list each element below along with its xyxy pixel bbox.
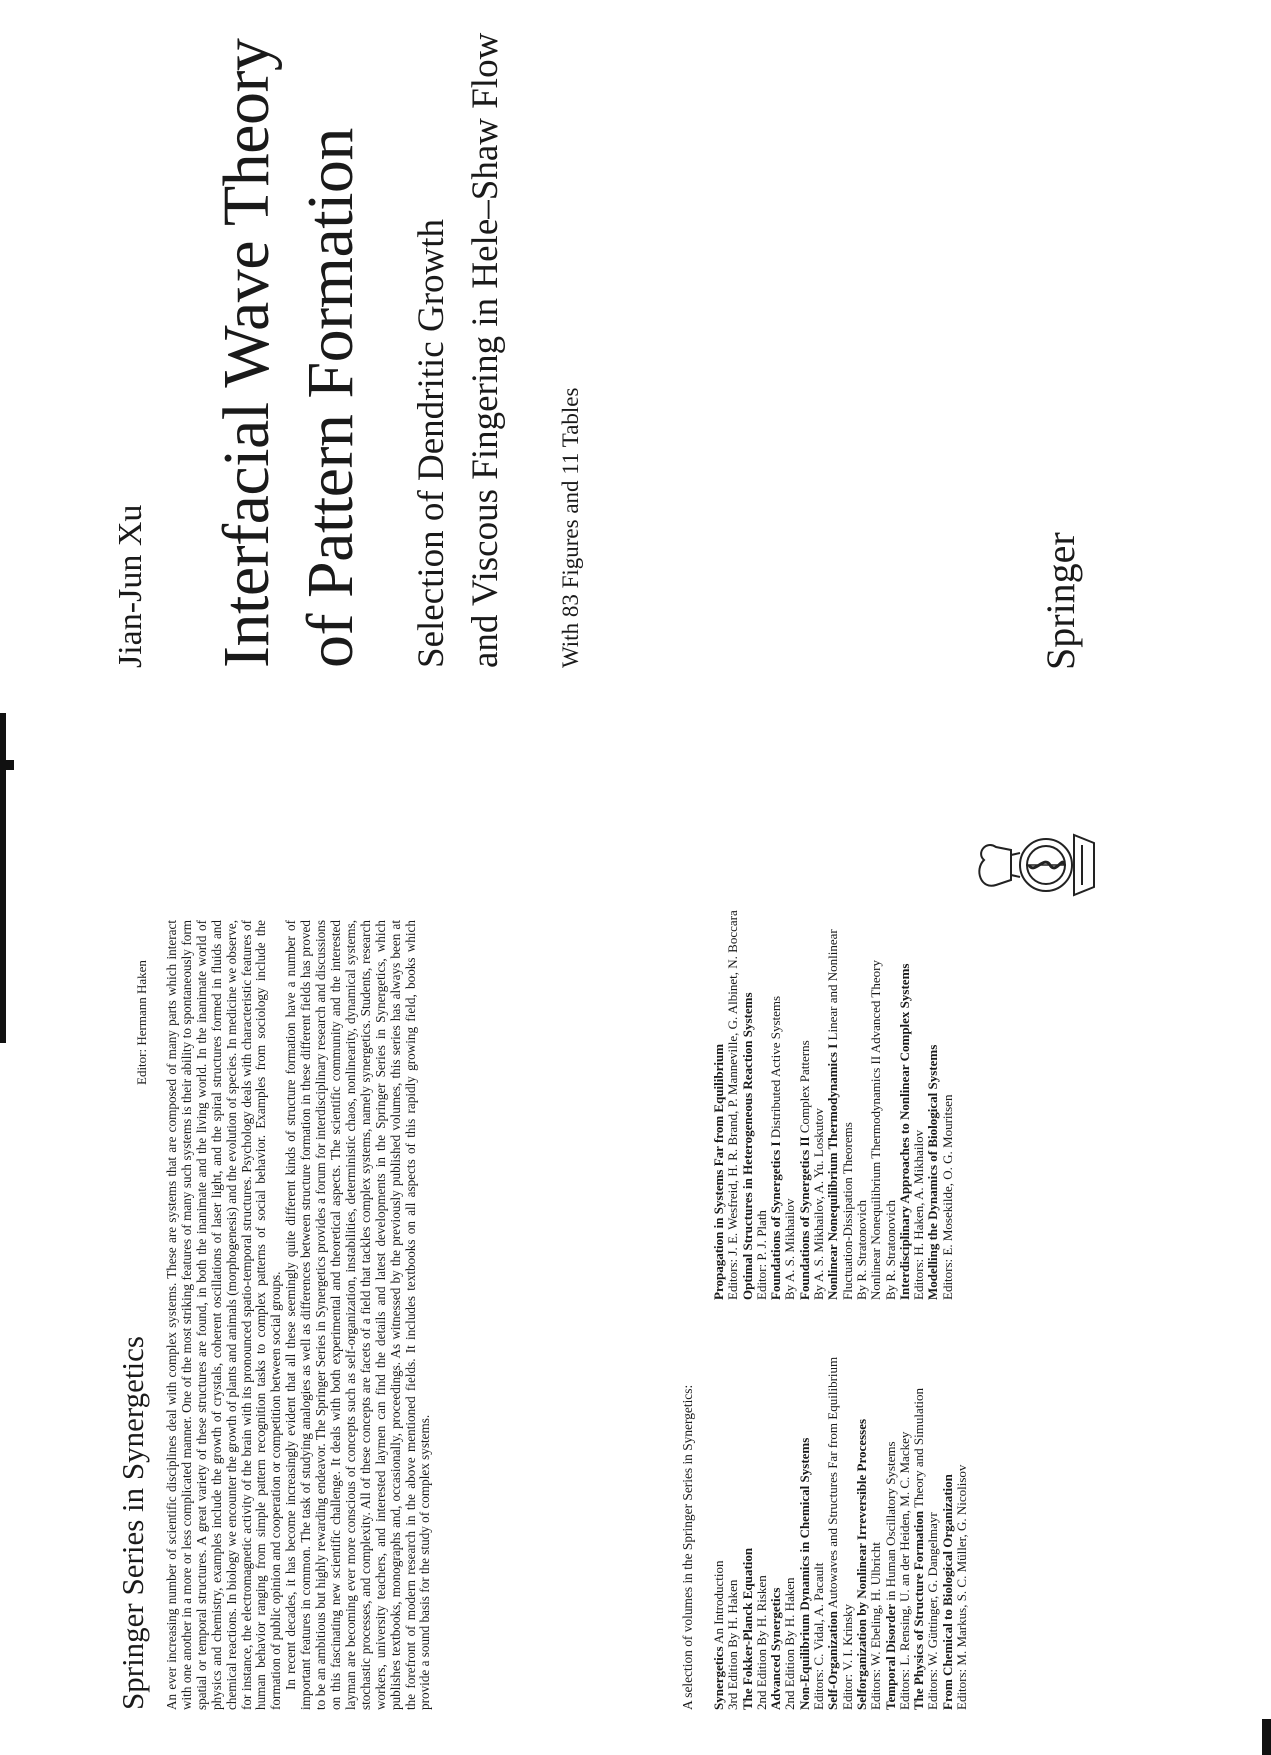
volume-title: Synergetics	[711, 1646, 726, 1710]
volume-entry	[941, 1315, 970, 1710]
volume-entry	[884, 1315, 913, 1710]
volume-title: Temporal Disorder	[882, 1603, 898, 1710]
volume-entry	[712, 1315, 741, 1710]
volume-entry	[741, 905, 770, 1300]
series-title: Springer Series in Synergetics	[115, 1336, 150, 1710]
book-subtitle-line: and Viscous Fingering in Hele–Shaw Flow	[465, 32, 506, 668]
springer-knight-logo-icon	[966, 815, 1112, 915]
volume-editors: Editors: L. Rensing, U. an der Heiden, M. C. Mackey	[896, 1431, 912, 1710]
series-introduction	[165, 920, 433, 1710]
volume-selection-label: A selection of volumes in the Springer Series in Synergetics:	[680, 1384, 695, 1710]
volume-editors: Editors: W. Ebeling, H. Ulbricht	[868, 1542, 884, 1710]
volume-entry	[912, 1315, 941, 1710]
book-title-line: of Pattern Formation	[294, 128, 367, 668]
volume-entry	[898, 905, 927, 1300]
volume-entry	[712, 905, 741, 1300]
book-title	[205, 39, 373, 668]
volume-entry	[769, 905, 798, 1300]
volume-entry	[798, 1315, 827, 1710]
scan-binding-notch	[0, 760, 14, 770]
book-subtitle-line: Selection of Dendritic Growth	[411, 218, 452, 668]
volume-title: Selforganization by Nonlinear Irreversible Processes	[853, 1418, 869, 1710]
volume-editors: Editors: E. Mosekilde, O. G. Mouritsen	[939, 1094, 955, 1300]
volume-title: Non-Equilibrium Dynamics in Chemical Systems	[796, 1437, 812, 1710]
volume-title: The Physics of Structure Formation	[911, 1510, 927, 1710]
intro-paragraph: An ever increasing number of scientific disciplines deal with complex systems. These are systems that are composed of many parts which interact with one another in a more or less complicated manner. One of the most striking features of many such systems is their ability to spontaneously form spatial or temporal structures. A great variety of these structures are found, in both the inanimate and the living world. In the inanimate world of physics and chemistry, examples include the growth of crystals, coherent oscillations of laser light, and the spiral structures formed in fluids and chemical reactions. In biology we encounter the growth of plants and animals (morphogenesis) and the evolution of species. In medicine we observe, for instance, the electromagnetic activity of the brain with its pronounced spatio-temporal structures. Psychology deals with characteristic features of human behavior ranging from simple pattern recognition tasks to complex patterns of social behavior. Examples from sociology include the formation of public opinion and cooperation or competition between social groups.	[164, 920, 284, 1710]
volume-entry	[855, 1315, 884, 1710]
author-name: Jian-Jun Xu	[112, 504, 149, 668]
volume-entry	[769, 1315, 798, 1710]
volume-editors: Editors: C. Vidal, A. Pacault	[811, 1562, 827, 1710]
volume-editors: Editor: P. J. Plath	[753, 1210, 769, 1300]
publisher-name: Springer	[1038, 532, 1083, 670]
volume-subtitle: Distributed Active Systems	[768, 995, 784, 1142]
volume-title: Foundations of Synergetics II	[796, 1136, 812, 1300]
volume-editors: By A. S. Mikhailov, A. Yu. Loskutov	[811, 1108, 827, 1300]
volume-editors: Editors: H. Haken, A. Mikhailov	[911, 1129, 927, 1300]
volume-editors: Editor: V. I. Krinsky	[839, 1603, 855, 1710]
volume-title: Propagation in Systems Far from Equilibrium	[711, 1043, 726, 1300]
series-page	[0, 890, 1271, 1710]
volume-title: The Fokker-Planck Equation	[739, 1547, 755, 1710]
intro-paragraph: In recent decades, it has become increasingly evident that all these seemingly quite different kinds of structure formation have a number of important features in common. The task of studying analogies as well as differences between structure formation in these different fields has proved to be an ambitious but highly rewarding endeavor. The Springer Series in Synergetics provides a forum for interdisciplinary research and discussions on this fascinating new scientific challenge. It deals with both experimental and theoretical aspects. The scientific community and the interested layman are becoming ever more conscious of concepts such as self-organization, instabilities, deterministic chaos, nonlinearity, dynamical systems, stochastic processes, and complexity. All of these concepts are facets of a field that tackles complex systems, namely synergetics. Students, research workers, university teachers, and interested laymen can find the details and latest developments in the Springer Series in Synergetics, which publishes textbooks, monographs and, occasionally, proceedings. As witnessed by the previously published volumes, this series has always been at the forefront of modern research in the above mentioned fields. It includes textbooks on all aspects of this rapidly growing field, books which provide a sound basis for the study of complex systems.	[283, 920, 433, 1710]
volume-entry	[826, 905, 869, 1300]
volume-entry	[869, 905, 898, 1300]
volume-list-right	[712, 905, 955, 1300]
scan-edge-mark	[1262, 1719, 1271, 1755]
volume-editors: By R. Stratonovich	[853, 1199, 869, 1300]
series-editor: Editor: Hermann Haken	[134, 960, 149, 1085]
volume-entry	[926, 905, 955, 1300]
volume-subtitle: Autowaves and Structures Far from Equilibrium	[825, 1356, 841, 1612]
volume-editors: 3rd Edition By H. Haken	[725, 1579, 741, 1710]
volume-editors: By R. Stratonovich	[882, 1199, 898, 1300]
volume-title: Self-Organization	[825, 1611, 841, 1710]
volume-subtitle: in Human Oscillatory Systems	[882, 1441, 898, 1604]
volume-editors: By A. S. Mikhailov	[782, 1198, 798, 1300]
volume-subtitle: An Introduction	[711, 1560, 726, 1647]
figures-note: With 83 Figures and 11 Tables	[558, 387, 583, 668]
volume-title: From Chemical to Biological Organization	[939, 1474, 955, 1710]
volume-title: Interdisciplinary Approaches to Nonlinear Complex Systems	[896, 963, 912, 1300]
volume-title: Foundations of Synergetics I	[768, 1141, 784, 1300]
volume-list-left	[712, 1315, 969, 1710]
volume-title: Modelling the Dynamics of Biological Systems	[925, 1044, 941, 1300]
volume-subtitle: Complex Patterns	[796, 1040, 812, 1137]
volume-title: Optimal Structures in Heterogeneous Reaction Systems	[739, 992, 755, 1300]
volume-editors: 2nd Edition By H. Risken	[753, 1575, 769, 1710]
volume-editors: Editors: W. Güttinger, G. Dangelmayr	[925, 1512, 941, 1710]
volume-subtitle: Theory and Simulation	[911, 1388, 927, 1511]
volume-entry	[798, 905, 827, 1300]
volume-editors: Editors: J. E. Wesfreid, H. R. Brand, P. Manneville, G. Albinet, N. Boccara	[725, 910, 741, 1300]
volume-title: Advanced Synergetics	[768, 1587, 784, 1710]
volume-title: Nonlinear Nonequilibrium Thermodynamics I	[825, 1043, 841, 1300]
book-subtitle	[405, 33, 513, 668]
volume-entry	[741, 1315, 770, 1710]
volume-editors: Editors: M. Markus, S. C. Müller, G. Nicolisov	[954, 1464, 970, 1710]
volume-subtitle: Nonlinear Nonequilibrium Thermodynamics II Advanced Theory	[868, 960, 884, 1300]
volume-editors: 2nd Edition By H. Haken	[782, 1577, 798, 1710]
volume-subtitle: Linear and Nonlinear Fluctuation-Dissipation Theorems	[825, 929, 855, 1300]
volume-entry	[826, 1315, 855, 1710]
book-title-line: Interfacial Wave Theory	[210, 38, 283, 668]
